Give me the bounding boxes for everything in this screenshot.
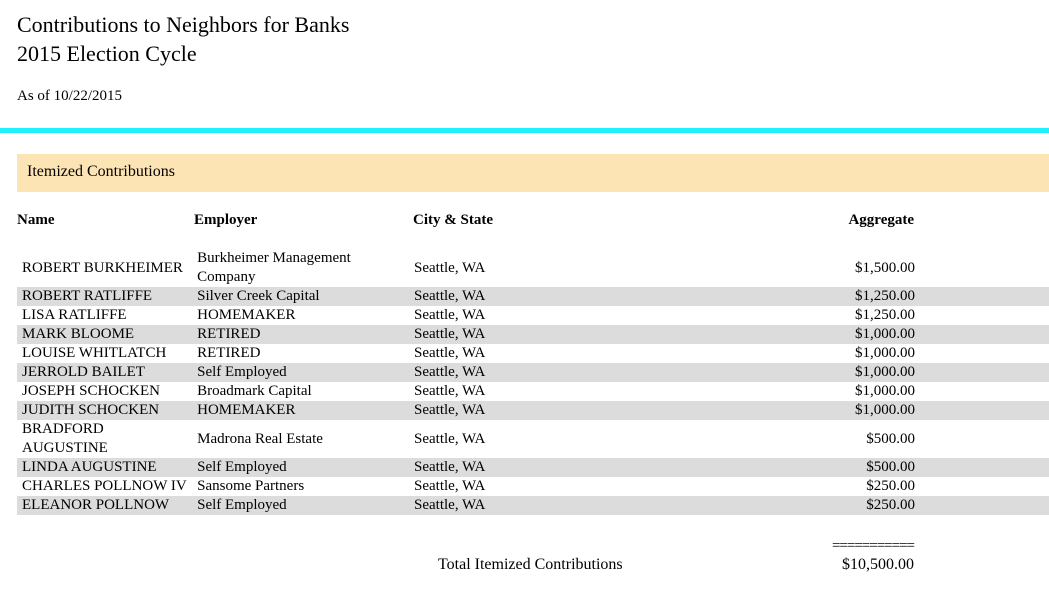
total-label: Total Itemized Contributions	[438, 556, 623, 573]
table-row	[17, 306, 1049, 325]
as-of-date: As of 10/22/2015	[17, 88, 122, 104]
column-header-employer: Employer	[194, 212, 258, 228]
cell-name: JUDITH SCHOCKEN	[22, 402, 160, 418]
cell-amount: $500.00	[866, 459, 915, 475]
table-row	[17, 420, 1049, 458]
table-row	[17, 344, 1049, 363]
cell-name: ELEANOR POLLNOW	[22, 497, 170, 513]
cell-amount: $500.00	[866, 430, 915, 447]
column-header-aggregate: Aggregate	[848, 212, 914, 228]
cell-city: Seattle, WA	[414, 364, 486, 380]
cell-city: Seattle, WA	[414, 497, 486, 513]
cell-amount: $250.00	[866, 497, 915, 513]
cell-name: ROBERT RATLIFFE	[22, 288, 153, 304]
cell-employer: Sansome Partners	[197, 478, 305, 494]
cell-city: Seattle, WA	[414, 288, 486, 304]
table-row	[17, 363, 1049, 382]
cell-employer: Burkheimer Management Company	[197, 250, 351, 285]
table-row	[17, 401, 1049, 420]
cell-name: LOUISE WHITLATCH	[22, 345, 167, 361]
cell-name: LISA RATLIFFE	[22, 307, 127, 323]
cell-city: Seattle, WA	[414, 478, 486, 494]
section-title: Itemized Contributions	[27, 163, 175, 180]
cell-employer: Self Employed	[197, 497, 287, 513]
cell-city: Seattle, WA	[414, 326, 486, 342]
section-header	[17, 154, 1049, 192]
column-header-city: City & State	[413, 212, 493, 228]
cell-employer: RETIRED	[197, 345, 261, 361]
cell-employer: Self Employed	[197, 459, 287, 475]
cell-city: Seattle, WA	[414, 307, 486, 323]
cell-name: LINDA AUGUSTINE	[22, 459, 157, 475]
title-line-2: 2015 Election Cycle	[17, 41, 197, 66]
table-row	[17, 249, 1049, 287]
page-title	[17, 10, 349, 68]
cell-employer: HOMEMAKER	[197, 307, 296, 323]
cell-city: Seattle, WA	[414, 402, 486, 418]
table-row	[17, 477, 1049, 496]
cell-name: CHARLES POLLNOW IV	[22, 478, 187, 494]
cell-amount: $1,000.00	[855, 364, 915, 380]
table-row	[17, 496, 1049, 515]
cell-employer: HOMEMAKER	[197, 402, 296, 418]
cell-city: Seattle, WA	[414, 459, 486, 475]
cell-city: Seattle, WA	[414, 383, 486, 399]
table-row	[17, 382, 1049, 401]
title-line-1: Contributions to Neighbors for Banks	[17, 12, 350, 37]
total-amount: $10,500.00	[842, 556, 914, 573]
table-row	[17, 287, 1049, 306]
cell-amount: $250.00	[866, 478, 915, 494]
cell-amount: $1,000.00	[855, 326, 915, 342]
cell-employer: Madrona Real Estate	[197, 430, 323, 447]
cell-name: JOSEPH SCHOCKEN	[22, 383, 160, 399]
cell-city: Seattle, WA	[414, 430, 486, 447]
cell-amount: $1,250.00	[855, 307, 915, 323]
cell-amount: $1,250.00	[855, 288, 915, 304]
column-header-name: Name	[17, 212, 55, 228]
total-separator: ===========	[831, 538, 914, 554]
contributions-table-body	[17, 249, 1049, 515]
header-divider	[0, 128, 1049, 133]
contributions-table	[17, 249, 1049, 515]
table-row	[17, 458, 1049, 477]
cell-employer: Self Employed	[197, 364, 287, 380]
cell-employer: Silver Creek Capital	[197, 288, 320, 304]
cell-employer: RETIRED	[197, 326, 261, 342]
cell-name: MARK BLOOME	[22, 326, 135, 342]
table-row	[17, 325, 1049, 344]
cell-name: BRADFORD AUGUSTINE	[22, 421, 108, 456]
cell-amount: $1,000.00	[855, 402, 915, 418]
cell-amount: $1,500.00	[855, 259, 915, 276]
cell-employer: Broadmark Capital	[197, 383, 312, 399]
cell-name: JERROLD BAILET	[22, 364, 145, 380]
cell-city: Seattle, WA	[414, 259, 486, 276]
cell-amount: $1,000.00	[855, 345, 915, 361]
cell-amount: $1,000.00	[855, 383, 915, 399]
cell-name: ROBERT BURKHEIMER	[22, 259, 183, 276]
cell-city: Seattle, WA	[414, 345, 486, 361]
